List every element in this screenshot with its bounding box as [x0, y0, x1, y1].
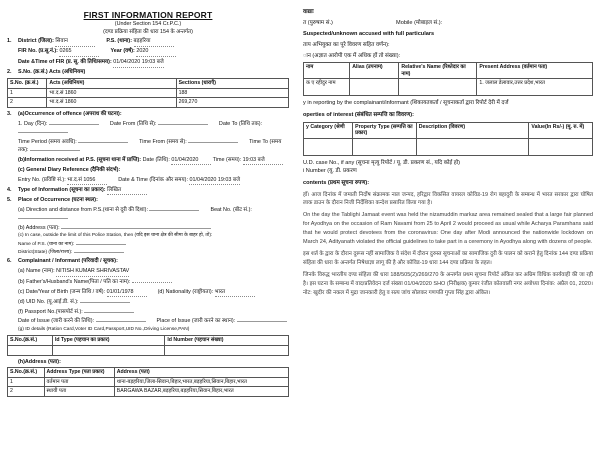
day-label: 1. Day (दिन):	[18, 121, 48, 128]
cell-act: भा.द.सं 1860	[47, 88, 176, 98]
entry-datetime-label: Date & Time (दिनांक और समय):	[118, 176, 188, 183]
col-sno: S.No.(क्र.सं.)	[8, 336, 53, 346]
cell-address: BARGAWA BAZAR,बड़हरिया,बड़हरिया,सिवान,बिहार,भारत	[114, 387, 288, 397]
id-details-label: (g) ID details (Ration Card,Voter ID Card,Passport,UID No.,Driving License,PAN)	[18, 327, 190, 333]
fir-body-paragraph-3: इस शर्त के द्वारा के दौरान दुरूस नहीं सामाजिक वे संदेश में दौरान दुरुस्त सूचनाओं का सामाजिक दुरी के पालन को कराने हेतु दिनांक 144 दण्ड प्रक्रिया संहिता की धारा के अन्तर्गत निषेधाज्ञा लागू की है और कोविड-19 धारा 144 दण्ड प्रक्रिया के तहत।	[303, 251, 593, 266]
general-diary-entry-row	[7, 176, 289, 185]
table-row	[304, 79, 593, 96]
direction-value	[149, 210, 199, 211]
cell-id-type	[52, 345, 164, 355]
complainant-uid-label: (d) UID No. (यू.आई.डी. सं.):	[18, 299, 79, 306]
place-direction-row	[7, 206, 289, 222]
cell-accused-name: क ए रहीदुर नाम	[304, 79, 350, 96]
complainant-uid-row	[7, 298, 289, 306]
fir-body-paragraph-2: On the day the Tablighi Jamaat event was held the nizamuddin markaz area remained sealed that a large fair planned for Ayodhya on the occasion of Ram Navami from 25 to April 2 would proceed as usual while Acharya Paramhans said that he would protect devotees from the coronavirus: One day after Modi announced the nationwide lockdown on March 24, Adityanath violated the official guidelines to take part in a ceremony in Ayodhya along with dozens of people.	[303, 212, 593, 246]
cell-present-address: 1. जलाल डेलावार,उत्तर प्रदेश,भारत	[477, 79, 593, 96]
delay-reason-line: y in reporting by the complainant/informant (शिकायतकर्ता / सूचनाकर्ता द्वारा रिपोर्ट देरी में दर्ज	[303, 100, 509, 107]
table-header-row	[304, 122, 593, 138]
col-address-type: Address Type (पता प्रकार)	[44, 368, 114, 378]
ud-case-number-line: i Number (यू. डी. प्रकरण	[303, 168, 357, 175]
complainant-name-value: NITISH KUMAR SHRIVASTAV	[56, 267, 129, 276]
col-acts: Acts (अधिनियम)	[47, 79, 176, 89]
col-accused-name: नाम	[304, 63, 350, 79]
info-received-date-label: Date (तिथि):	[142, 156, 170, 163]
direction-label: (a) Direction and distance from P.S.(थाना से दूरी की दिशा):	[18, 207, 148, 214]
col-description: Description (विवरण)	[416, 122, 529, 138]
date-to-value	[18, 132, 68, 133]
fir-contents-heading: contents (प्रथम सूचना रुपण):	[303, 179, 370, 186]
fir-body-paragraph-1: हाँ। आज दिनांक में जमाती निर्दोष संक्रामक नाल जन्पद, हरिद्वार विकसित वायरल कोविड-19 रोग बहादुरी के सम्बन्ध में भारत सरकार द्वारा घोषित लाक डाउन के दौरान निजी निर्देशिका कन्देश प्रसारित किया गया है।	[303, 191, 593, 207]
guardian-line	[303, 19, 593, 28]
col-sno: S.No. (क्र.सं.)	[8, 79, 47, 89]
col-property-type: Property Type (सम्पत्ति का प्रकार)	[353, 122, 417, 138]
fir-no-label: FIR No. (प्र.सू.नं.):	[18, 48, 58, 55]
mobile-label: Mobile (मोबाइल सं.):	[396, 19, 443, 26]
fir-datetime-value: 01/04/2020 19:03 बजे	[113, 59, 164, 68]
field-fir-row	[7, 48, 289, 57]
complainant-name-label: (a) Name (नाम):	[18, 268, 55, 275]
address-heading: (h)Address (पता):	[18, 358, 61, 365]
place-address-value	[61, 228, 211, 229]
accused-heading: Suspected/unknown accused with full particulars	[303, 31, 435, 38]
col-sections: Sections (धाराएँ)	[176, 79, 288, 89]
cell-address-type: वर्तमान पता	[44, 377, 114, 387]
page-subtitle-2: (दण्ड प्रक्रिया संहिता की धारा 154 के अन्तर्गत)	[103, 29, 193, 36]
acts-heading-row	[7, 69, 289, 77]
complainant-passport-label: (f) Passport No.(पासपोर्ट सं.):	[18, 308, 83, 315]
item-number-6: 6.	[7, 258, 12, 265]
complainant-father-row	[7, 278, 289, 286]
time-to-label: Time To (समय तक):	[18, 138, 282, 154]
cell-alias	[350, 79, 399, 96]
fir-datetime-label: Date &Time of FIR (प्र. सू. की तिथि/समय):	[18, 58, 112, 65]
table-row	[8, 345, 289, 355]
page-title: FIRST INFORMATION REPORT	[83, 10, 213, 20]
day-value	[49, 124, 99, 125]
place-heading: Place of Occurrence (घटना स्थल):	[18, 196, 98, 203]
id-details-row	[7, 327, 289, 334]
properties-table	[303, 122, 593, 156]
table-row	[8, 387, 289, 397]
occurrence-heading: (a)Occurrence of offence (अपराध की घटना):	[18, 110, 122, 117]
address-heading-row	[7, 358, 289, 366]
complainant-passport-value	[84, 312, 134, 313]
complainant-father-label: (b) Father's/Husband's Name(पिता / पति का नाम):	[18, 279, 131, 286]
col-id-type: Id Type (पहचान का प्रकार)	[52, 336, 164, 346]
place-outside-district-row	[7, 250, 289, 257]
district-label: District (जिला):	[18, 38, 54, 45]
general-diary-row	[7, 166, 289, 174]
fir-left-column	[0, 0, 297, 450]
accused-sub-line-2: ान (अज्ञात आरोपी एक में अधिक हों तो संख्या):	[303, 52, 401, 59]
outside-limit-label: (c) In case, outside the limit of this Police Station, then (यदि इस थाना क्षेत्र की सीमा के बाहर हो, तो):	[18, 233, 213, 239]
complainant-heading-row	[7, 258, 289, 266]
guardian-sub-label: त (पुरुषाम सं.)	[303, 19, 333, 26]
col-property-category: y Category (श्रेणी	[304, 122, 353, 138]
cell-section: 269,270	[176, 98, 288, 108]
accused-sub-line-1: ताप अभियुक्त का पूरे विवरण सहित वर्णन):	[303, 41, 390, 48]
district-value: सिवान	[55, 38, 95, 47]
col-address: Address (पता)	[114, 368, 288, 378]
acts-sections-table	[7, 78, 289, 108]
year-value: 2020	[136, 48, 176, 57]
cell-sno: 1	[8, 88, 47, 98]
cell-sno: 2	[8, 387, 45, 397]
fir-no-value: 0265	[59, 48, 99, 57]
complainant-uid-value	[80, 302, 130, 303]
place-outside-ps-row	[7, 242, 289, 249]
passport-issue-date-row	[7, 317, 289, 325]
place-heading-row	[7, 197, 289, 205]
col-sno: S.No.(क्र.सं.)	[8, 368, 45, 378]
place-outside-limit-row	[7, 233, 289, 240]
complainant-dob-row	[7, 288, 289, 297]
field-district-row	[7, 38, 289, 47]
ps-label: P.S. (थाना):	[106, 38, 133, 45]
table-header-row	[8, 336, 289, 346]
place-address-row	[7, 224, 289, 232]
properties-heading: operties of interest (संबंधित सम्पत्ति का विवरण):	[303, 111, 415, 118]
item-number-3: 3.	[7, 110, 12, 117]
info-type-label: Type of Information (सूचना का प्रकार):	[18, 186, 106, 193]
item-number-5: 5.	[7, 196, 12, 203]
outside-district-label: District(State) (जिला/राज्य):	[18, 249, 73, 255]
year-label: Year (वर्ष):	[110, 48, 135, 55]
ud-case-line: U.D. case No., if any (सूचना मृत्यु रिपोर्ट / यू. डी. प्रकरण सं., यदि कोई हो)	[303, 159, 461, 166]
cell-address-type: स्थायी पता	[44, 387, 114, 397]
date-from-value	[158, 124, 208, 125]
cell-act: भा.द.सं 1860	[47, 98, 176, 108]
item-number-2: 2.	[7, 69, 12, 76]
id-details-table	[7, 335, 289, 356]
info-received-time-label: Time (समय):	[212, 156, 242, 163]
info-type-value: लिखित	[107, 187, 147, 196]
entry-no-value: भा.द.सं 1056	[67, 176, 107, 185]
col-relative-name: Relative's Name (रिश्तेदार का नाम)	[399, 63, 477, 79]
cell-sno: 1	[8, 377, 45, 387]
fir-right-column	[296, 0, 600, 450]
beat-value	[18, 218, 68, 219]
table-row	[8, 98, 289, 108]
complainant-passport-row	[7, 308, 289, 316]
address-table	[7, 367, 289, 397]
item-number-1: 1.	[7, 38, 12, 45]
table-header-row	[304, 63, 593, 79]
cell-sno	[8, 345, 53, 355]
acts-heading: S.No. (क्र.सं.) Acts (अधिनियम)	[18, 69, 86, 76]
cell-sno: 2	[8, 98, 47, 108]
complainant-dob-label: (c) Date/Year of Birth (जन्म तिथि / वर्ष):	[18, 288, 106, 295]
cell-address: थाना-बड़हरिया,जिला-सिवान,बिहार,भारत,बड़हरिया,सिवान,बिहार,भारत	[114, 377, 288, 387]
page-subtitle-1: (Under Section 154 Cr.P.C.)	[114, 21, 182, 27]
outside-ps-label: Name of P.S. (थाना का नाम):	[18, 241, 75, 247]
complainant-name-row	[7, 267, 289, 276]
field-fir-datetime-row	[7, 59, 289, 68]
table-header-row	[8, 368, 289, 378]
info-received-row	[7, 156, 289, 165]
passport-issue-date-label: Date of Issue (जारी करने की तिथि):	[18, 318, 95, 325]
cell-section: 188	[176, 88, 288, 98]
table-header-row	[8, 79, 289, 89]
entry-no-label: Entry No. (प्रविष्टि सं.):	[18, 176, 66, 183]
col-present-address: Present Address (वर्तमान पता)	[477, 63, 593, 79]
table-row	[8, 88, 289, 98]
col-alias: Alias (उपनाम)	[350, 63, 399, 79]
date-from-label: Date From (तिथि से):	[109, 121, 157, 128]
info-received-date-value: 01/04/2020	[171, 156, 211, 165]
cell-relative-name	[399, 79, 477, 96]
time-period-label: Time Period (समय अवधि):	[18, 138, 77, 145]
entry-datetime-value: 01/04/2020 19:03 बजे	[189, 176, 240, 185]
complainant-father-value	[132, 282, 172, 283]
item-number-4: 4.	[7, 186, 12, 193]
complainant-nationality-label: (d) Nationality (राष्ट्रीयता):	[157, 288, 214, 295]
ps-value: बड़हरिया	[134, 38, 174, 47]
complainant-heading: Complainant / Informant (परिवादी / सूचक):	[18, 258, 118, 265]
table-row	[8, 377, 289, 387]
col-id-number: Id Number (पहचान संख्या)	[165, 336, 289, 346]
info-type-row	[7, 187, 289, 196]
beat-label: Beat No. (बीट सं.):	[210, 207, 252, 214]
table-row	[304, 138, 593, 155]
passport-issue-place-label: Place of Issue (जारी करने का स्थान):	[156, 318, 236, 325]
occurrence-time-row	[7, 138, 289, 154]
complainant-nationality-value: भारत	[215, 288, 255, 297]
info-received-time-value: 19:03 बजे	[243, 156, 283, 165]
info-received-label: (b)Information received at P.S. (सूचना थाना में प्राप्ति):	[18, 156, 142, 163]
occurrence-heading-row	[7, 111, 289, 119]
col-value: Value(In Rs/-) (मू. रु. में)	[529, 122, 593, 138]
guardian-heading: वाद्याः	[303, 9, 314, 15]
fir-body-paragraph-4: जिनके विरुद्ध भारतीय दण्ड संहिता की धारा 188/505(2)/269/270 के अन्तर्गत प्रथम सूचना रिपोर्ट अंकित कर अग्रिम विधिक कार्यवाही की जा रही है। इस घटना के सम्बन्ध में वाद/प्रतिवेदन दर्ज संख्या 01/04/2020 SHO (निरीक्षक) कुमार रंजीत कोतवाली नगर अयोध्या दिनांक: अप्रैल 01, 2020। नोट: खुदीर की नकल में मुद्रा जानकारी हेतु व सत्य जांच सोलकर गणपति गुप्ता सिंह द्वारा अंकित।	[303, 271, 593, 296]
time-from-label: Time From (समय से):	[139, 138, 187, 145]
accused-table	[303, 62, 593, 96]
occurrence-day-row	[7, 120, 289, 136]
date-to-label: Date To (तिथि तक):	[218, 121, 263, 128]
complainant-dob-value: 01/01/1978	[107, 288, 147, 297]
place-address-label: (b) Address (पता):	[18, 224, 60, 231]
cell-id-number	[165, 345, 289, 355]
general-diary-label: (c) General Diary Reference (दैनिकी संदर्भ):	[18, 167, 121, 174]
